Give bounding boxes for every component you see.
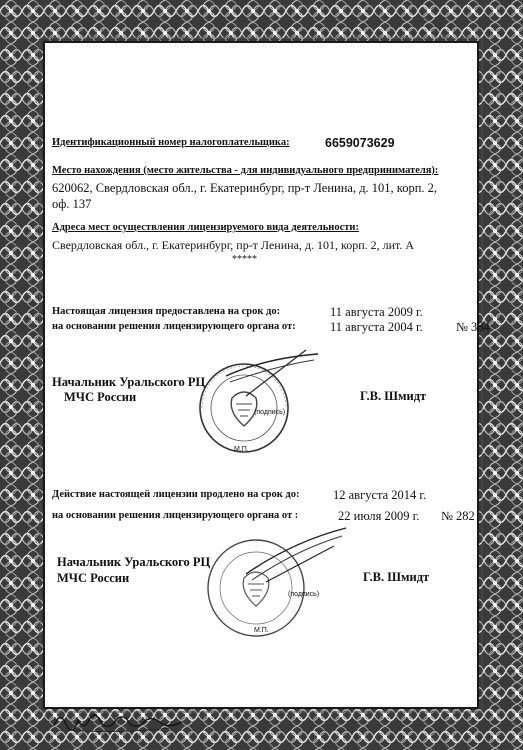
extension-term-label: Действие настоящей лицензии продлено на срок до: [52,489,300,500]
location-line1: 620062, Свердловская обл., г. Екатеринбург, пр-т Ленина, д. 101, корп. 2, [52,181,438,195]
signer2-sign-label: (подпись) [288,591,320,598]
license-term-label: Настоящая лицензия предоставлена на срок до: [52,306,281,317]
official-seal-1 [186,346,336,466]
official-seal-2 [196,520,356,650]
signer2-title-line1: Начальник Уральского РЦ [57,555,211,569]
location-label: Место нахождения (место жительства - для индивидуального предпринимателя): [52,165,439,176]
activity-label: Адреса мест осуществления лицензируемого вида деятельности: [52,222,359,233]
extension-basis-number: № 282 [441,509,475,523]
extension-term-value: 12 августа 2014 г. [333,488,427,502]
license-basis-number: № 384 [456,320,490,334]
signer1-name: Г.В. Шмидт [360,389,427,403]
activity-line1: Свердловская обл., г. Екатеринбург, пр-т Ленина, д. 101, корп. 2, лит. А [52,238,415,252]
signer1-title-line1: Начальник Уральского РЦ [52,375,206,389]
signer1-title-line2: МЧС России [64,390,137,404]
signer2-seal-label: М.П. [254,627,269,634]
location-line2: оф. 137 [52,197,92,211]
activity-stars: ***** [232,254,257,265]
tin-label: Идентификационный номер налогоплательщика: [52,137,290,148]
license-term-value: 11 августа 2009 г. [330,305,423,319]
signer1-seal-label: М.П. [234,446,249,453]
handwritten-signature [50,706,190,736]
license-basis-value: 11 августа 2004 г. [330,320,423,334]
extension-basis-value: 22 июля 2009 г. [338,509,420,523]
signer2-name: Г.В. Шмидт [363,570,430,584]
signer2-title-line2: МЧС России [57,571,130,585]
extension-basis-label: на основании решения лицензирующего органа от : [52,510,299,521]
signer1-sign-label: (подпись) [254,409,286,416]
license-basis-label: на основании решения лицензирующего органа от: [52,321,296,332]
tin-value: 6659073629 [325,136,395,150]
